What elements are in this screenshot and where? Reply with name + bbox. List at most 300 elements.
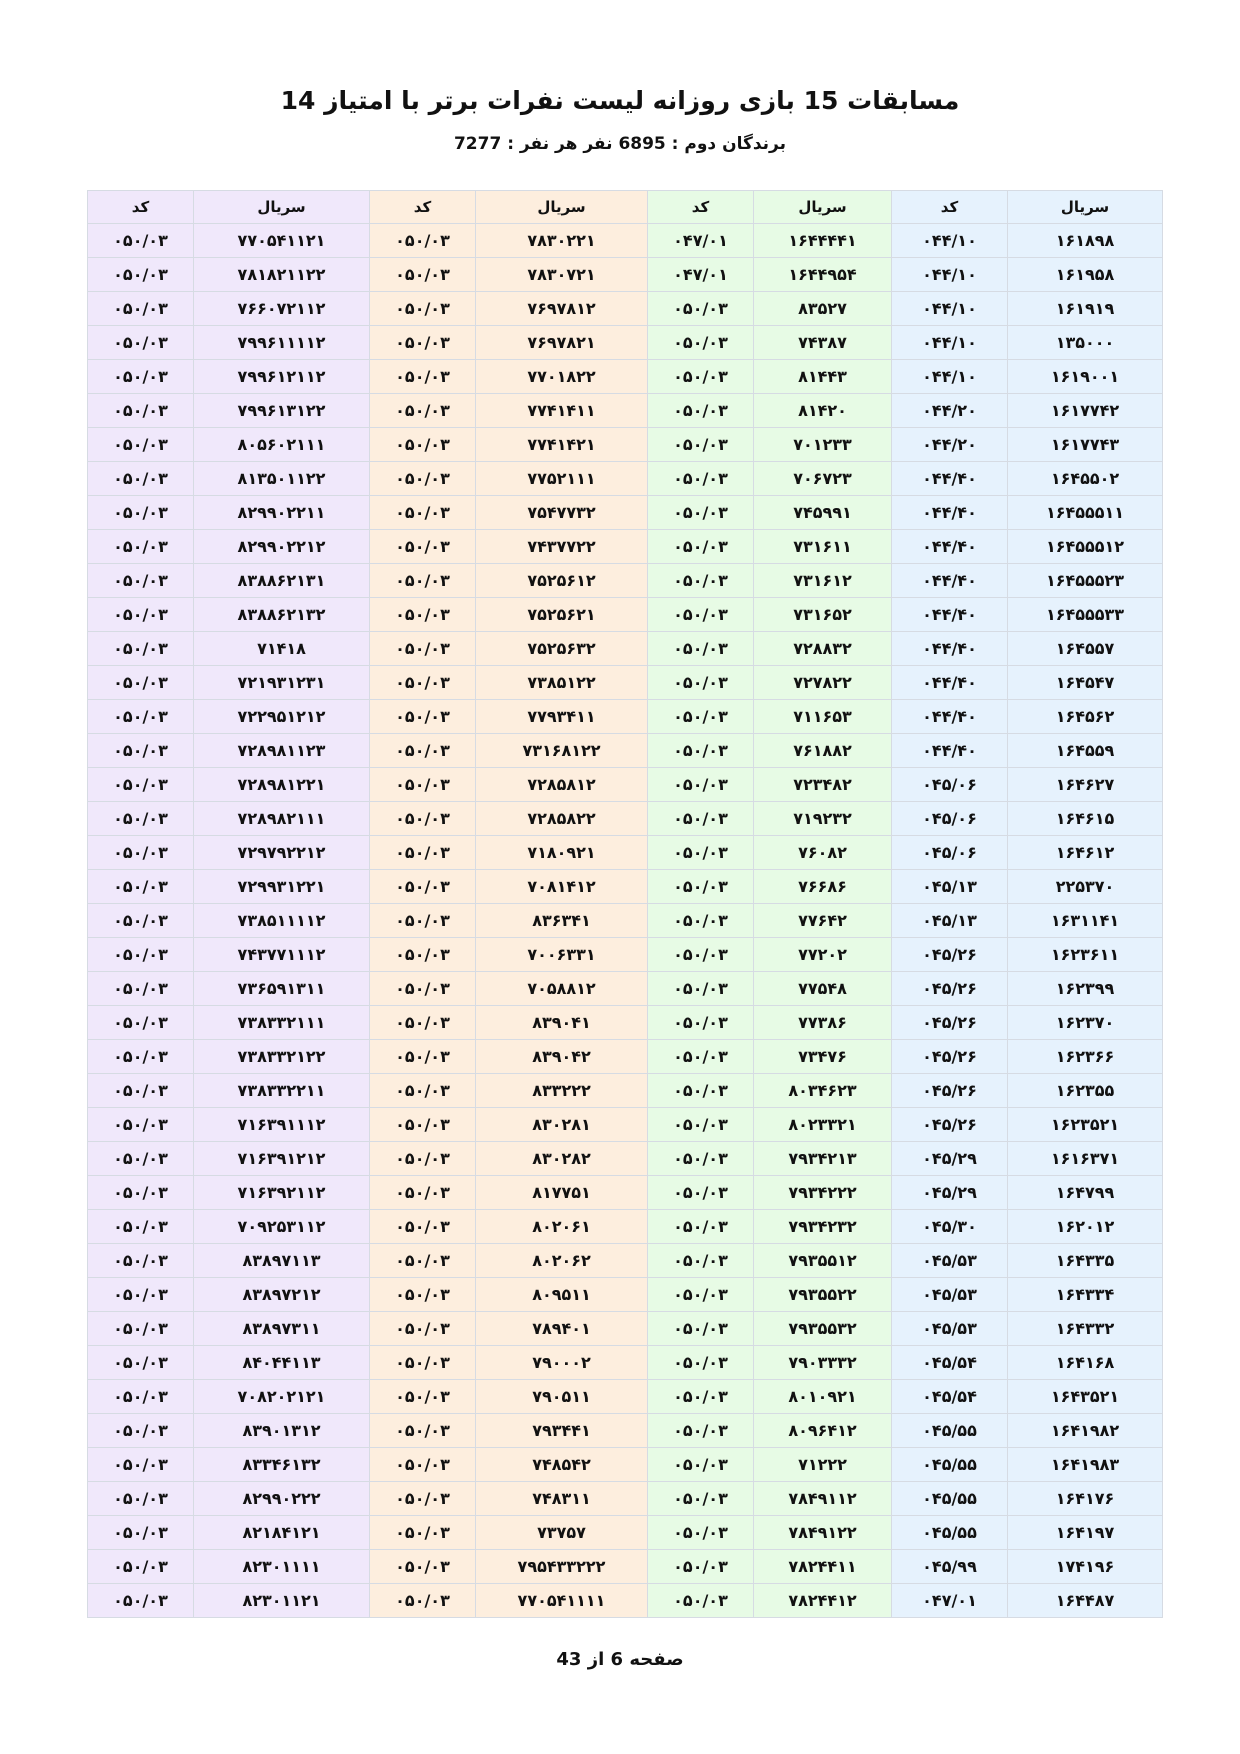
serial-cell: ۷۶۱۸۸۲ xyxy=(754,734,892,768)
code-cell: ۰۵۰/۰۳ xyxy=(370,1448,476,1482)
serial-cell: ۷۲۹۹۳۱۲۲۱ xyxy=(194,870,370,904)
table-row xyxy=(88,666,1163,700)
header-code-1: کد xyxy=(892,191,1008,224)
serial-cell: ۷۷۰۱۸۲۲ xyxy=(476,360,648,394)
code-cell: ۰۵۰/۰۳ xyxy=(88,904,194,938)
serial-cell: ۷۶۹۷۸۱۲ xyxy=(476,292,648,326)
serial-cell: ۸۳۰۲۸۱ xyxy=(476,1108,648,1142)
serial-cell: ۷۱۹۲۳۲ xyxy=(754,802,892,836)
serial-cell: ۱۶۴۳۳۵ xyxy=(1008,1244,1163,1278)
serial-cell: ۷۲۹۷۹۲۲۱۲ xyxy=(194,836,370,870)
serial-cell: ۱۶۱۹۰۰۱ xyxy=(1008,360,1163,394)
code-cell: ۰۵۰/۰۳ xyxy=(370,530,476,564)
serial-cell: ۱۳۵۰۰۰ xyxy=(1008,326,1163,360)
serial-cell: ۷۰۵۸۸۱۲ xyxy=(476,972,648,1006)
code-cell: ۰۵۰/۰۳ xyxy=(648,1108,754,1142)
code-cell: ۰۵۰/۰۳ xyxy=(648,428,754,462)
serial-cell: ۱۶۴۶۲۷ xyxy=(1008,768,1163,802)
serial-cell: ۷۳۱۶۱۲ xyxy=(754,564,892,598)
table-row xyxy=(88,1108,1163,1142)
code-cell: ۰۵۰/۰۳ xyxy=(370,1414,476,1448)
code-cell: ۰۵۰/۰۳ xyxy=(370,428,476,462)
code-cell: ۰۴۴/۴۰ xyxy=(892,632,1008,666)
code-cell: ۰۵۰/۰۳ xyxy=(648,326,754,360)
code-cell: ۰۴۵/۲۹ xyxy=(892,1142,1008,1176)
serial-cell: ۷۰۹۲۵۳۱۱۲ xyxy=(194,1210,370,1244)
code-cell: ۰۵۰/۰۳ xyxy=(648,870,754,904)
code-cell: ۰۴۵/۵۴ xyxy=(892,1380,1008,1414)
table-row xyxy=(88,1414,1163,1448)
code-cell: ۰۵۰/۰۳ xyxy=(370,802,476,836)
table-row xyxy=(88,1176,1163,1210)
code-cell: ۰۵۰/۰۳ xyxy=(88,1074,194,1108)
serial-cell: ۷۹۰۵۱۱ xyxy=(476,1380,648,1414)
table-row xyxy=(88,1584,1163,1618)
code-cell: ۰۵۰/۰۳ xyxy=(88,292,194,326)
serial-cell: ۷۴۵۹۹۱ xyxy=(754,496,892,530)
code-cell: ۰۵۰/۰۳ xyxy=(370,462,476,496)
serial-cell: ۸۱۴۴۳ xyxy=(754,360,892,394)
serial-cell: ۸۳۸۸۶۲۱۳۱ xyxy=(194,564,370,598)
code-cell: ۰۴۴/۱۰ xyxy=(892,360,1008,394)
serial-cell: ۱۶۴۶۱۵ xyxy=(1008,802,1163,836)
serial-cell: ۱۶۴۷۹۹ xyxy=(1008,1176,1163,1210)
code-cell: ۰۵۰/۰۳ xyxy=(648,1414,754,1448)
code-cell: ۰۵۰/۰۳ xyxy=(370,1312,476,1346)
table-row xyxy=(88,904,1163,938)
code-cell: ۰۵۰/۰۳ xyxy=(88,802,194,836)
serial-cell: ۷۴۸۵۴۲ xyxy=(476,1448,648,1482)
code-cell: ۰۵۰/۰۳ xyxy=(88,462,194,496)
table-row xyxy=(88,1550,1163,1584)
code-cell: ۰۵۰/۰۳ xyxy=(88,1142,194,1176)
code-cell: ۰۵۰/۰۳ xyxy=(88,1516,194,1550)
serial-cell: ۷۷۵۴۸ xyxy=(754,972,892,1006)
serial-cell: ۱۶۴۱۷۶ xyxy=(1008,1482,1163,1516)
table-row xyxy=(88,360,1163,394)
serial-cell: ۱۶۱۷۷۴۲ xyxy=(1008,394,1163,428)
code-cell: ۰۵۰/۰۳ xyxy=(648,1482,754,1516)
serial-cell: ۷۸۳۰۲۲۱ xyxy=(476,224,648,258)
code-cell: ۰۵۰/۰۳ xyxy=(88,1312,194,1346)
table-row xyxy=(88,1380,1163,1414)
code-cell: ۰۵۰/۰۳ xyxy=(648,1380,754,1414)
serial-cell: ۸۳۹۰۴۱ xyxy=(476,1006,648,1040)
serial-cell: ۷۳۱۶۱۱ xyxy=(754,530,892,564)
serial-cell: ۸۰۲۰۶۱ xyxy=(476,1210,648,1244)
code-cell: ۰۵۰/۰۳ xyxy=(648,1312,754,1346)
code-cell: ۰۴۵/۵۳ xyxy=(892,1278,1008,1312)
code-cell: ۰۵۰/۰۳ xyxy=(88,1176,194,1210)
code-cell: ۰۴۵/۵۵ xyxy=(892,1482,1008,1516)
code-cell: ۰۵۰/۰۳ xyxy=(648,564,754,598)
code-cell: ۰۵۰/۰۳ xyxy=(648,1040,754,1074)
serial-cell: ۷۳۷۵۷ xyxy=(476,1516,648,1550)
code-cell: ۰۵۰/۰۳ xyxy=(648,768,754,802)
code-cell: ۰۵۰/۰۳ xyxy=(88,1346,194,1380)
serial-cell: ۱۷۴۱۹۶ xyxy=(1008,1550,1163,1584)
serial-cell: ۷۲۸۵۸۲۲ xyxy=(476,802,648,836)
table-body xyxy=(88,224,1163,1618)
table-row xyxy=(88,394,1163,428)
serial-cell: ۱۶۴۳۵۲۱ xyxy=(1008,1380,1163,1414)
serial-cell: ۱۶۴۵۵۵۱۱ xyxy=(1008,496,1163,530)
serial-cell: ۷۹۳۵۵۳۲ xyxy=(754,1312,892,1346)
serial-cell: ۱۶۴۳۳۴ xyxy=(1008,1278,1163,1312)
serial-cell: ۷۲۸۸۳۲ xyxy=(754,632,892,666)
code-cell: ۰۴۴/۱۰ xyxy=(892,258,1008,292)
table-row xyxy=(88,1448,1163,1482)
serial-cell: ۸۰۹۶۴۱۲ xyxy=(754,1414,892,1448)
serial-cell: ۱۶۴۵۵۵۲۳ xyxy=(1008,564,1163,598)
serial-cell: ۱۶۴۴۴۴۱ xyxy=(754,224,892,258)
code-cell: ۰۵۰/۰۳ xyxy=(88,632,194,666)
serial-cell: ۷۹۳۴۲۳۲ xyxy=(754,1210,892,1244)
table-header-row xyxy=(88,191,1163,224)
code-cell: ۰۵۰/۰۳ xyxy=(88,428,194,462)
code-cell: ۰۵۰/۰۳ xyxy=(648,1584,754,1618)
code-cell: ۰۵۰/۰۳ xyxy=(648,598,754,632)
code-cell: ۰۵۰/۰۳ xyxy=(370,1040,476,1074)
header-code-3: کد xyxy=(370,191,476,224)
code-cell: ۰۵۰/۰۳ xyxy=(370,1074,476,1108)
table-row xyxy=(88,1210,1163,1244)
serial-cell: ۷۸۲۴۴۱۲ xyxy=(754,1584,892,1618)
serial-cell: ۷۸۱۸۲۱۱۲۲ xyxy=(194,258,370,292)
serial-cell: ۱۶۱۹۱۹ xyxy=(1008,292,1163,326)
serial-cell: ۱۶۴۱۹۸۳ xyxy=(1008,1448,1163,1482)
serial-cell: ۱۶۲۳۶۱۱ xyxy=(1008,938,1163,972)
serial-cell: ۷۲۸۹۸۱۲۲۱ xyxy=(194,768,370,802)
serial-cell: ۸۱۷۷۵۱ xyxy=(476,1176,648,1210)
serial-cell: ۷۰۰۶۳۳۱ xyxy=(476,938,648,972)
serial-cell: ۷۳۸۵۱۱۱۱۲ xyxy=(194,904,370,938)
serial-cell: ۷۲۳۴۸۲ xyxy=(754,768,892,802)
code-cell: ۰۵۰/۰۳ xyxy=(88,598,194,632)
code-cell: ۰۴۴/۱۰ xyxy=(892,224,1008,258)
code-cell: ۰۵۰/۰۳ xyxy=(370,1516,476,1550)
code-cell: ۰۵۰/۰۳ xyxy=(370,1006,476,1040)
serial-cell: ۸۴۰۴۴۱۱۳ xyxy=(194,1346,370,1380)
code-cell: ۰۵۰/۰۳ xyxy=(370,1550,476,1584)
serial-cell: ۱۶۱۷۷۴۳ xyxy=(1008,428,1163,462)
serial-cell: ۷۸۲۴۴۱۱ xyxy=(754,1550,892,1584)
serial-cell: ۸۲۹۹۰۲۲۱۱ xyxy=(194,496,370,530)
serial-cell: ۷۱۲۲۲ xyxy=(754,1448,892,1482)
code-cell: ۰۵۰/۰۳ xyxy=(648,700,754,734)
header-serial-1: سریال xyxy=(1008,191,1163,224)
code-cell: ۰۵۰/۰۳ xyxy=(370,496,476,530)
code-cell: ۰۵۰/۰۳ xyxy=(370,1176,476,1210)
table-row xyxy=(88,530,1163,564)
code-cell: ۰۵۰/۰۳ xyxy=(88,1278,194,1312)
code-cell: ۰۵۰/۰۳ xyxy=(370,1380,476,1414)
serial-cell: ۷۹۳۴۲۱۳ xyxy=(754,1142,892,1176)
table-row xyxy=(88,972,1163,1006)
serial-cell: ۸۰۵۶۰۲۱۱۱ xyxy=(194,428,370,462)
serial-cell: ۱۶۴۳۳۲ xyxy=(1008,1312,1163,1346)
code-cell: ۰۵۰/۰۳ xyxy=(370,870,476,904)
code-cell: ۰۴۴/۴۰ xyxy=(892,462,1008,496)
serial-cell: ۷۳۱۶۸۱۲۲ xyxy=(476,734,648,768)
code-cell: ۰۵۰/۰۳ xyxy=(88,326,194,360)
code-cell: ۰۵۰/۰۳ xyxy=(88,666,194,700)
serial-cell: ۷۱۶۳۹۱۲۱۲ xyxy=(194,1142,370,1176)
table-row xyxy=(88,938,1163,972)
serial-cell: ۸۳۵۲۷ xyxy=(754,292,892,326)
serial-cell: ۱۶۴۵۶۲ xyxy=(1008,700,1163,734)
code-cell: ۰۴۵/۱۳ xyxy=(892,870,1008,904)
table-row xyxy=(88,1006,1163,1040)
serial-cell: ۷۰۶۷۲۳ xyxy=(754,462,892,496)
serial-cell: ۷۰۱۲۳۳ xyxy=(754,428,892,462)
code-cell: ۰۴۴/۴۰ xyxy=(892,734,1008,768)
code-cell: ۰۵۰/۰۳ xyxy=(88,768,194,802)
code-cell: ۰۵۰/۰۳ xyxy=(648,1006,754,1040)
code-cell: ۰۴۵/۲۹ xyxy=(892,1176,1008,1210)
serial-cell: ۱۶۴۵۵۵۱۲ xyxy=(1008,530,1163,564)
serial-cell: ۷۹۰۳۳۳۲ xyxy=(754,1346,892,1380)
serial-cell: ۱۶۲۳۹۹ xyxy=(1008,972,1163,1006)
code-cell: ۰۵۰/۰۳ xyxy=(370,598,476,632)
code-cell: ۰۴۵/۵۵ xyxy=(892,1414,1008,1448)
header-serial-4: سریال xyxy=(194,191,370,224)
code-cell: ۰۴۵/۵۵ xyxy=(892,1516,1008,1550)
table-row xyxy=(88,700,1163,734)
code-cell: ۰۵۰/۰۳ xyxy=(88,1448,194,1482)
serial-cell: ۱۶۲۳۵۵ xyxy=(1008,1074,1163,1108)
code-cell: ۰۵۰/۰۳ xyxy=(370,326,476,360)
serial-cell: ۸۰۲۰۶۲ xyxy=(476,1244,648,1278)
code-cell: ۰۴۴/۲۰ xyxy=(892,394,1008,428)
serial-cell: ۷۷۶۴۲ xyxy=(754,904,892,938)
serial-cell: ۷۷۲۰۲ xyxy=(754,938,892,972)
code-cell: ۰۵۰/۰۳ xyxy=(88,1006,194,1040)
code-cell: ۰۵۰/۰۳ xyxy=(370,700,476,734)
code-cell: ۰۵۰/۰۳ xyxy=(370,1108,476,1142)
code-cell: ۰۵۰/۰۳ xyxy=(370,768,476,802)
header-code-4: کد xyxy=(88,191,194,224)
serial-cell: ۸۳۰۲۸۲ xyxy=(476,1142,648,1176)
code-cell: ۰۵۰/۰۳ xyxy=(648,1244,754,1278)
table-row xyxy=(88,1074,1163,1108)
code-cell: ۰۵۰/۰۳ xyxy=(370,1244,476,1278)
code-cell: ۰۴۵/۲۶ xyxy=(892,1074,1008,1108)
serial-cell: ۷۳۸۳۳۲۱۱۱ xyxy=(194,1006,370,1040)
table-row xyxy=(88,224,1163,258)
code-cell: ۰۵۰/۰۳ xyxy=(370,1210,476,1244)
table-row xyxy=(88,1312,1163,1346)
serial-cell: ۸۲۹۹۰۲۲۱۲ xyxy=(194,530,370,564)
serial-cell: ۱۶۴۵۴۷ xyxy=(1008,666,1163,700)
table-row xyxy=(88,1516,1163,1550)
serial-cell: ۷۷۹۳۴۱۱ xyxy=(476,700,648,734)
code-cell: ۰۵۰/۰۳ xyxy=(648,462,754,496)
code-cell: ۰۵۰/۰۳ xyxy=(88,1550,194,1584)
header-serial-3: سریال xyxy=(476,191,648,224)
code-cell: ۰۴۵/۵۴ xyxy=(892,1346,1008,1380)
code-cell: ۰۴۷/۰۱ xyxy=(892,1584,1008,1618)
code-cell: ۰۴۷/۰۱ xyxy=(648,224,754,258)
serial-cell: ۷۶۹۷۸۲۱ xyxy=(476,326,648,360)
serial-cell: ۱۶۴۴۹۵۴ xyxy=(754,258,892,292)
code-cell: ۰۵۰/۰۳ xyxy=(370,394,476,428)
serial-cell: ۷۷۴۱۴۲۱ xyxy=(476,428,648,462)
code-cell: ۰۴۵/۵۵ xyxy=(892,1448,1008,1482)
code-cell: ۰۵۰/۰۳ xyxy=(370,734,476,768)
serial-cell: ۷۴۳۷۷۱۱۱۲ xyxy=(194,938,370,972)
table-row xyxy=(88,836,1163,870)
serial-cell: ۷۳۴۷۶ xyxy=(754,1040,892,1074)
serial-cell: ۷۳۱۶۵۲ xyxy=(754,598,892,632)
code-cell: ۰۵۰/۰۳ xyxy=(88,1108,194,1142)
code-cell: ۰۵۰/۰۳ xyxy=(370,258,476,292)
code-cell: ۰۵۰/۰۳ xyxy=(648,394,754,428)
code-cell: ۰۵۰/۰۳ xyxy=(370,666,476,700)
code-cell: ۰۵۰/۰۳ xyxy=(370,360,476,394)
code-cell: ۰۵۰/۰۳ xyxy=(370,224,476,258)
serial-cell: ۸۳۸۹۷۱۱۳ xyxy=(194,1244,370,1278)
code-cell: ۰۵۰/۰۳ xyxy=(648,1278,754,1312)
serial-cell: ۷۸۴۹۱۲۲ xyxy=(754,1516,892,1550)
serial-cell: ۸۰۱۰۹۲۱ xyxy=(754,1380,892,1414)
table-row xyxy=(88,802,1163,836)
code-cell: ۰۵۰/۰۳ xyxy=(370,972,476,1006)
code-cell: ۰۴۴/۱۰ xyxy=(892,292,1008,326)
table-row xyxy=(88,1142,1163,1176)
code-cell: ۰۴۴/۴۰ xyxy=(892,564,1008,598)
code-cell: ۰۴۵/۲۶ xyxy=(892,1040,1008,1074)
code-cell: ۰۴۵/۵۳ xyxy=(892,1312,1008,1346)
serial-cell: ۷۹۹۶۱۳۱۲۲ xyxy=(194,394,370,428)
serial-cell: ۱۶۱۶۳۷۱ xyxy=(1008,1142,1163,1176)
serial-cell: ۱۶۱۹۵۸ xyxy=(1008,258,1163,292)
code-cell: ۰۴۴/۴۰ xyxy=(892,496,1008,530)
table-row xyxy=(88,598,1163,632)
serial-cell: ۷۴۳۷۷۲۲ xyxy=(476,530,648,564)
code-cell: ۰۵۰/۰۳ xyxy=(648,972,754,1006)
serial-cell: ۷۴۸۳۱۱ xyxy=(476,1482,648,1516)
serial-cell: ۷۹۹۶۱۱۱۱۲ xyxy=(194,326,370,360)
code-cell: ۰۵۰/۰۳ xyxy=(648,1346,754,1380)
serial-cell: ۷۹۳۵۵۲۲ xyxy=(754,1278,892,1312)
code-cell: ۰۴۵/۰۶ xyxy=(892,836,1008,870)
table-row xyxy=(88,292,1163,326)
serial-cell: ۱۶۴۱۶۸ xyxy=(1008,1346,1163,1380)
code-cell: ۰۴۵/۳۰ xyxy=(892,1210,1008,1244)
code-cell: ۰۴۵/۰۶ xyxy=(892,768,1008,802)
serial-cell: ۷۷۵۲۱۱۱ xyxy=(476,462,648,496)
serial-cell: ۱۶۴۵۵۵۳۳ xyxy=(1008,598,1163,632)
table-row xyxy=(88,870,1163,904)
code-cell: ۰۵۰/۰۳ xyxy=(370,1482,476,1516)
serial-cell: ۷۷۴۱۴۱۱ xyxy=(476,394,648,428)
code-cell: ۰۴۵/۲۶ xyxy=(892,1108,1008,1142)
serial-cell: ۷۳۸۳۳۲۲۱۱ xyxy=(194,1074,370,1108)
code-cell: ۰۵۰/۰۳ xyxy=(370,836,476,870)
code-cell: ۰۵۰/۰۳ xyxy=(370,564,476,598)
header-code-2: کد xyxy=(648,191,754,224)
table-row xyxy=(88,564,1163,598)
serial-cell: ۸۱۴۲۰ xyxy=(754,394,892,428)
serial-cell: ۷۶۶۸۶ xyxy=(754,870,892,904)
serial-cell: ۷۱۱۶۵۳ xyxy=(754,700,892,734)
code-cell: ۰۴۵/۲۶ xyxy=(892,972,1008,1006)
code-cell: ۰۵۰/۰۳ xyxy=(648,836,754,870)
table-row xyxy=(88,768,1163,802)
code-cell: ۰۴۵/۲۶ xyxy=(892,938,1008,972)
serial-cell: ۱۶۲۳۷۰ xyxy=(1008,1006,1163,1040)
serial-cell: ۸۲۱۸۴۱۲۱ xyxy=(194,1516,370,1550)
code-cell: ۰۵۰/۰۳ xyxy=(88,564,194,598)
code-cell: ۰۴۴/۴۰ xyxy=(892,598,1008,632)
serial-cell: ۷۳۸۳۳۲۱۲۲ xyxy=(194,1040,370,1074)
code-cell: ۰۵۰/۰۳ xyxy=(370,632,476,666)
page-title: مسابقات 15 بازی روزانه لیست نفرات برتر با امتیاز 14 xyxy=(280,86,960,115)
code-cell: ۰۴۵/۲۶ xyxy=(892,1006,1008,1040)
code-cell: ۰۵۰/۰۳ xyxy=(88,360,194,394)
table-row xyxy=(88,326,1163,360)
serial-cell: ۷۵۲۵۶۳۲ xyxy=(476,632,648,666)
code-cell: ۰۴۴/۲۰ xyxy=(892,428,1008,462)
serial-cell: ۷۱۶۳۹۲۱۱۲ xyxy=(194,1176,370,1210)
serial-cell: ۷۲۸۵۸۱۲ xyxy=(476,768,648,802)
table-row xyxy=(88,1346,1163,1380)
serial-cell: ۷۲۱۹۳۱۲۳۱ xyxy=(194,666,370,700)
serial-cell: ۸۳۸۹۷۳۱۱ xyxy=(194,1312,370,1346)
serial-cell: ۸۰۳۴۶۲۳ xyxy=(754,1074,892,1108)
serial-cell: ۷۱۴۱۸ xyxy=(194,632,370,666)
serial-cell: ۷۸۹۴۰۱ xyxy=(476,1312,648,1346)
code-cell: ۰۵۰/۰۳ xyxy=(648,1550,754,1584)
serial-cell: ۷۳۶۵۹۱۳۱۱ xyxy=(194,972,370,1006)
code-cell: ۰۵۰/۰۳ xyxy=(88,700,194,734)
serial-cell: ۷۹۳۴۴۱ xyxy=(476,1414,648,1448)
serial-cell: ۷۹۵۴۳۳۲۲۲ xyxy=(476,1550,648,1584)
code-cell: ۰۵۰/۰۳ xyxy=(648,530,754,564)
code-cell: ۰۵۰/۰۳ xyxy=(648,1210,754,1244)
serial-cell: ۷۰۸۱۴۱۲ xyxy=(476,870,648,904)
code-cell: ۰۴۴/۴۰ xyxy=(892,700,1008,734)
serial-cell: ۸۱۳۵۰۱۱۲۲ xyxy=(194,462,370,496)
serial-cell: ۸۳۹۰۱۳۱۲ xyxy=(194,1414,370,1448)
serial-cell: ۸۳۳۴۶۱۳۲ xyxy=(194,1448,370,1482)
serial-cell: ۷۱۸۰۹۲۱ xyxy=(476,836,648,870)
serial-cell: ۸۳۸۸۶۲۱۳۲ xyxy=(194,598,370,632)
serial-cell: ۷۹۳۵۵۱۲ xyxy=(754,1244,892,1278)
code-cell: ۰۵۰/۰۳ xyxy=(88,1414,194,1448)
code-cell: ۰۵۰/۰۳ xyxy=(370,1346,476,1380)
code-cell: ۰۵۰/۰۳ xyxy=(370,938,476,972)
serial-cell: ۱۶۱۸۹۸ xyxy=(1008,224,1163,258)
serial-cell: ۱۶۴۵۵۰۲ xyxy=(1008,462,1163,496)
serial-cell: ۷۶۶۰۷۲۱۱۲ xyxy=(194,292,370,326)
serial-cell: ۱۶۴۵۵۹ xyxy=(1008,734,1163,768)
table-row xyxy=(88,1040,1163,1074)
serial-cell: ۱۶۳۱۱۴۱ xyxy=(1008,904,1163,938)
serial-cell: ۷۱۶۳۹۱۱۱۲ xyxy=(194,1108,370,1142)
table-row xyxy=(88,428,1163,462)
code-cell: ۰۵۰/۰۳ xyxy=(648,1142,754,1176)
code-cell: ۰۵۰/۰۳ xyxy=(648,632,754,666)
serial-cell: ۷۲۷۸۲۲ xyxy=(754,666,892,700)
serial-cell: ۱۶۴۱۹۷ xyxy=(1008,1516,1163,1550)
table-row xyxy=(88,734,1163,768)
table-row xyxy=(88,1244,1163,1278)
serial-cell: ۷۲۲۹۵۱۲۱۲ xyxy=(194,700,370,734)
serial-cell: ۸۲۳۰۱۱۲۱ xyxy=(194,1584,370,1618)
serial-cell: ۸۲۹۹۰۲۲۲ xyxy=(194,1482,370,1516)
